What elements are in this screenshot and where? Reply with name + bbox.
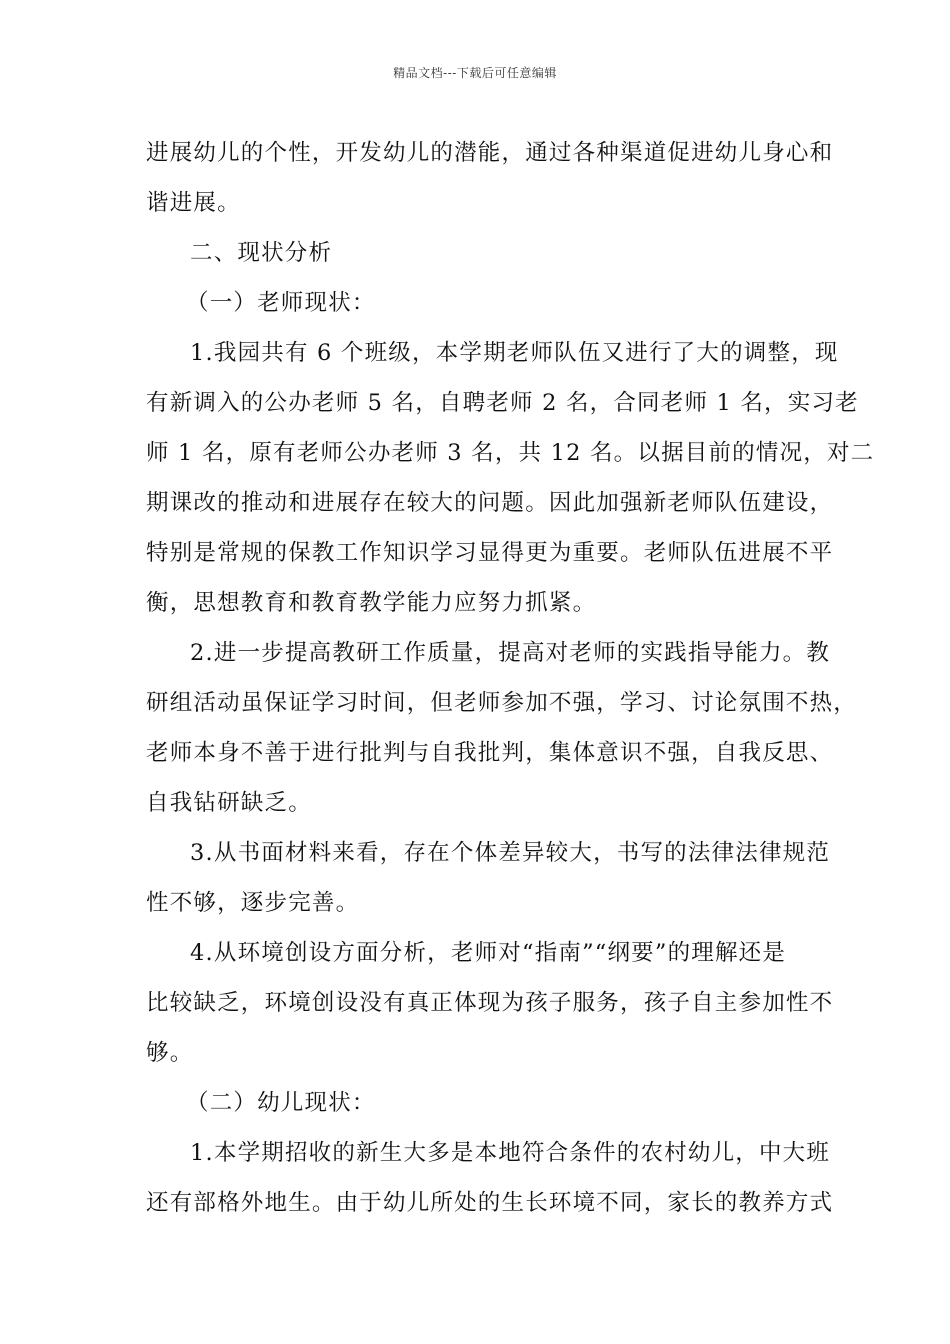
text-line: 期课改的推动和进展存在较大的问题。因此加强新老师队伍建设， xyxy=(146,490,834,516)
text-line: 1.我园共有 6 个班级，本学期老师队伍又进行了大的调整，现 xyxy=(190,340,839,366)
text-line: 进展幼儿的个性，开发幼儿的潜能，通过各种渠道促进幼儿身心和 xyxy=(146,140,834,166)
text-line: 够。 xyxy=(146,1040,194,1066)
text-line: 比较缺乏，环境创设没有真正体现为孩子服务，孩子自主参加性不 xyxy=(146,990,834,1016)
subsection-heading: （二）幼儿现状： xyxy=(186,1090,376,1116)
text-line: 谐进展。 xyxy=(146,190,241,216)
text-line: 老师本身不善于进行批判与自我批判，集体意识不强，自我反思、 xyxy=(146,740,834,766)
text-line: 3.从书面材料来看，存在个体差异较大，书写的法律法律规范 xyxy=(190,840,831,866)
text-line: 自我钻研缺乏。 xyxy=(146,790,312,816)
text-line: 1.本学期招收的新生大多是本地符合条件的农村幼儿，中大班 xyxy=(190,1140,831,1166)
text-line: 4.从环境创设方面分析，老师对“指南”“纲要”的理解还是 xyxy=(190,940,787,966)
text-line: 还有部格外地生。由于幼儿所处的生长环境不同，家长的教养方式 xyxy=(146,1190,834,1216)
text-line: 衡，思想教育和教育教学能力应努力抓紧。 xyxy=(146,590,597,616)
text-line: 性不够，逐步完善。 xyxy=(146,890,360,916)
text-line: 特别是常规的保教工作知识学习显得更为重要。老师队伍进展不平 xyxy=(146,540,834,566)
text-line: 研组活动虽保证学习时间，但老师参加不强，学习、讨论氛围不热， xyxy=(146,690,858,716)
text-line: 师 1 名，原有老师公办老师 3 名，共 12 名。以据目前的情况，对二 xyxy=(146,440,875,466)
page-header: 精品文档---下载后可任意编辑 xyxy=(393,66,557,80)
subsection-heading: （一）老师现状： xyxy=(186,290,376,316)
section-heading: 二、现状分析 xyxy=(190,240,333,266)
document-body xyxy=(146,128,875,1228)
text-line: 有新调入的公办老师 5 名，自聘老师 2 名，合同老师 1 名，实习老 xyxy=(146,390,859,416)
text-line: 2.进一步提高教研工作质量，提高对老师的实践指导能力。教 xyxy=(190,640,831,666)
